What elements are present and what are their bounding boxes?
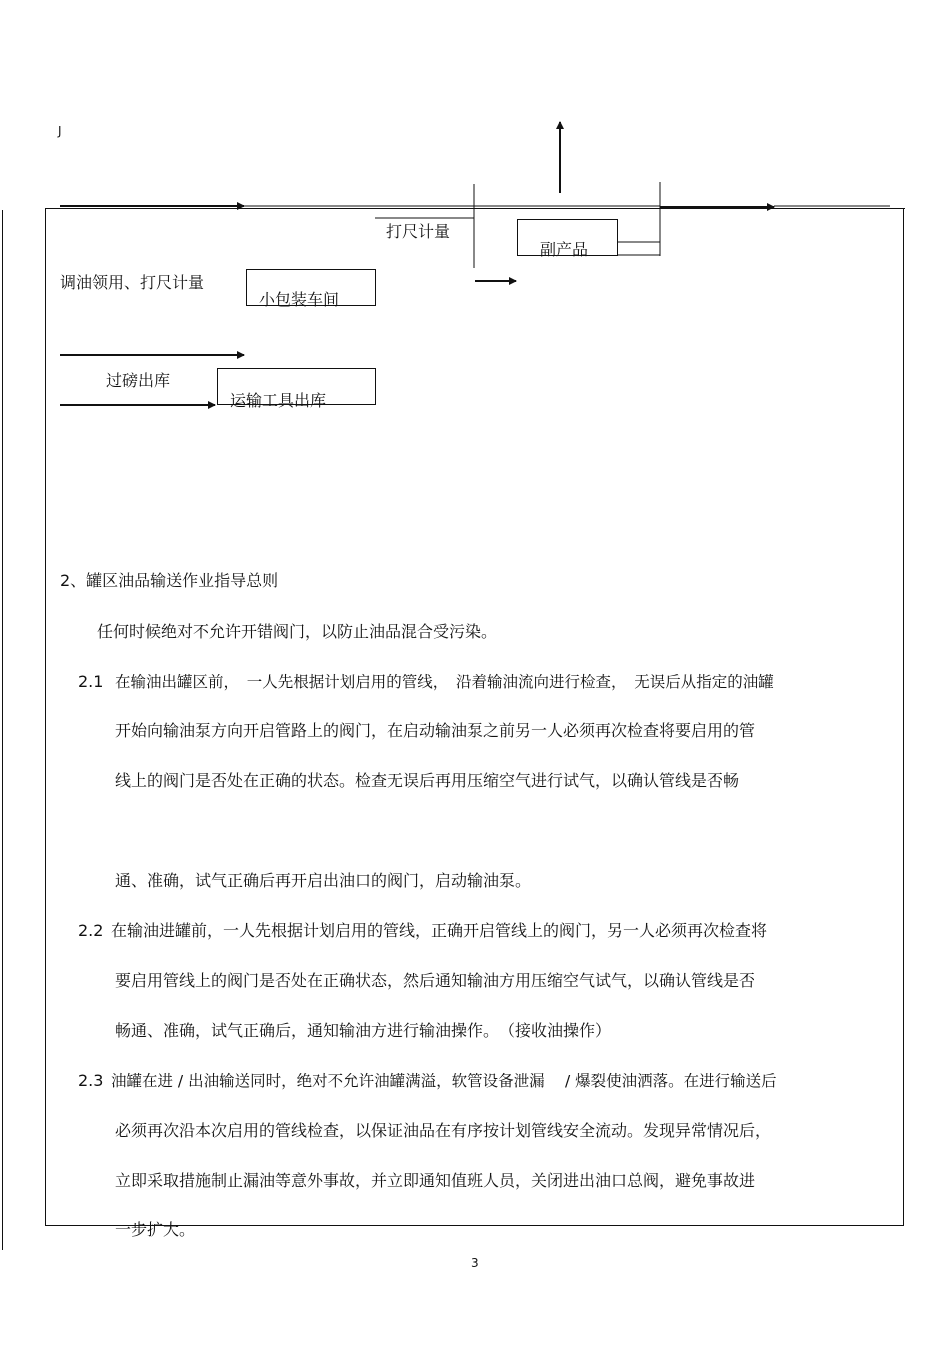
item-2-1-line-2: 开始向输油泵方向开启管路上的阀门，在启动输油泵之前另一人必须再次检查将要启用的管 <box>115 721 756 740</box>
item-2-2-line-2: 要启用管线上的阀门是否处在正确状态，然后通知输油方用压缩空气试气，以确认管线是否 <box>115 971 756 990</box>
item-2-3-line-3: 立即采取措施制止漏油等意外事故，并立即通知值班人员，关闭进出油口总阀，避免事故进 <box>115 1171 756 1190</box>
item-2-2-line-1: 在输油进罐前，一人先根据计划启用的管线，正确开启管线上的阀门，另一人必须再次检查将 <box>111 921 768 940</box>
item-2-3-line-4: 一步扩大。 <box>115 1220 196 1239</box>
item-2-1-line-1: 在输油出罐区前， 一人先根据计划启用的管线， 沿着输油流向进行检查， 无误后从指定的油罐 <box>115 673 774 691</box>
label-weigh-out: 过磅出库 <box>106 371 171 390</box>
byproduct-box <box>517 219 618 259</box>
transport-out-box <box>217 368 376 410</box>
small-package-label: 小包装车间 <box>259 290 340 309</box>
item-number-2-3: 2.3 <box>78 1071 104 1090</box>
item-2-1-line-3: 线上的阀门是否处在正确的状态。检查无误后再用压缩空气进行试气，以确认管线是否畅 <box>115 771 740 790</box>
section-heading: 2、罐区油品输送作业指导总则 <box>60 571 279 590</box>
item-2-3-line-2: 必须再次沿本次启用的管线检查，以保证油品在有序按计划管线安全流动。发现异常情况后， <box>115 1121 772 1140</box>
item-number-2-2: 2.2 <box>78 921 104 940</box>
item-2-1-line-4: 通、准确，试气正确后再开启出油口的阀门，启动输油泵。 <box>115 871 532 890</box>
item-2-3-line-1: 油罐在进 / 出油输送同时，绝对不允许油罐满溢，软管设备泄漏 / 爆裂使油洒落。在进行输送后 <box>111 1072 777 1090</box>
transport-out-label: 运输工具出库 <box>230 391 327 410</box>
label-blend-measure: 调油领用、打尺计量 <box>60 273 205 292</box>
item-2-2-line-3: 畅通、准确，试气正确后，通知输油方进行输油操作。 （接收油操作） <box>115 1021 612 1040</box>
byproduct-label: 副产品 <box>540 240 589 259</box>
label-measure: 打尺计量 <box>386 222 451 241</box>
flow-arrows <box>0 0 950 420</box>
page-number: 3 <box>471 1256 479 1270</box>
section-intro: 任何时候绝对不允许开错阀门，以防止油品混合受污染。 <box>97 622 498 641</box>
corner-mark: J <box>58 124 62 138</box>
small-package-box <box>246 269 376 309</box>
item-number-2-1: 2.1 <box>78 672 104 691</box>
